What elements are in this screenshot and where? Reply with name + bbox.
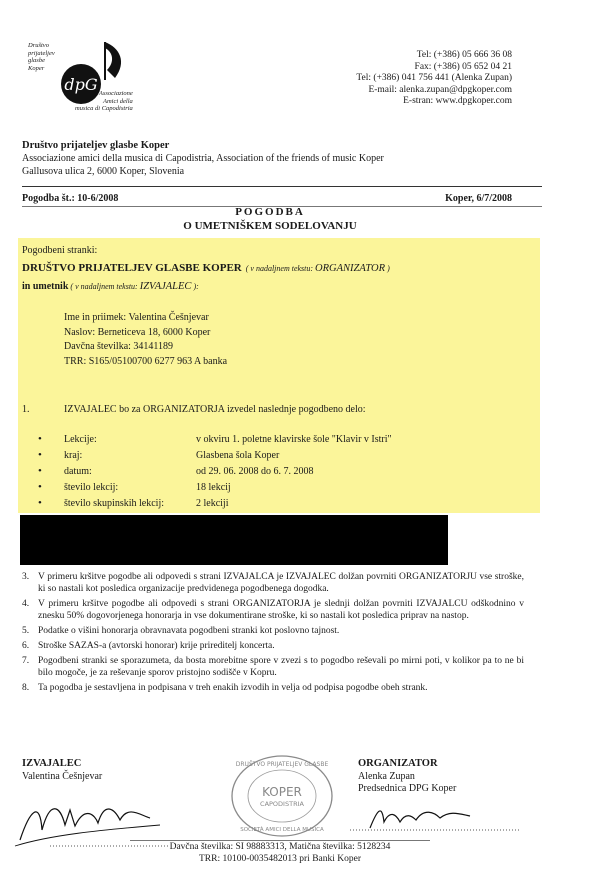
details-list [36,434,516,514]
footer-line2: TRR: 10100-0035482013 pri Banki Koper [198,854,361,864]
contact-web: E-stran: www.dpgkoper.com [403,96,512,107]
signature-left-name: Valentina Češnjevar [22,770,103,782]
contact-tel1: Tel: (+386) 05 666 36 08 [416,50,512,60]
details-label: Lekcije: [64,434,97,445]
artist-trr: TRR: S165/05100700 6277 963 A banka [64,355,228,367]
term-item: 8. Ta pogodba je sestavljena in podpisana v treh enakih izvodih in velja od podpisa pogodbe obeh strank. [22,682,428,693]
contact-block [356,50,512,108]
details-row [36,482,516,498]
clause-1-number: 1. [22,404,30,415]
details-value: od 29. 06. 2008 do 6. 7. 2008 [196,466,314,477]
signature-right-role: Predsednica DPG Koper [358,783,457,794]
parties-artist-line: in umetnik ( v nadaljnem tekstu: IZVAJALEC ): [22,281,199,292]
details-label: datum: [64,466,92,477]
term-item: 7. Pogodbeni stranki se sporazumeta, da bosta morebitne spore v zvezi s to pogodbo reševali po mirni poti, v kolikor pa to ne bi bilo mogoče, je za reševanje sporov pristojno sodišče v Kopru. [22,655,524,678]
details-row [36,434,516,450]
organization-names-other: Associazione amici della musica di Capodistria, Association of the friends of music Koper [22,153,384,164]
parties-intro: Pogodbeni stranki: [22,245,98,256]
bullet-icon: • [38,497,42,509]
contract-number: Pogodba št.: 10-6/2008 [22,193,119,204]
details-row [36,498,516,514]
bullet-icon: • [38,481,42,493]
term-item: 5. Podatke o višini honorarja obravnavata pogodbeni stranki kot poslovno tajnost. [22,626,340,636]
redaction-block [20,515,448,565]
parties-artist-role: IZVAJALEC [139,281,192,292]
artist-address: Naslov: Berneticeva 18, 6000 Koper [64,326,211,338]
bullet-icon: • [38,465,42,477]
parties-org-name: DRUŠTVO PRIJATELJEV GLASBE KOPER [22,262,242,274]
stamp-top-text: DRUŠTVO PRIJATELJEV GLASBE [235,761,329,768]
details-label: število lekcij: [64,482,119,493]
term-item: 4. V primeru kršitve pogodbe ali odpovedi s strani ORGANIZATORJA je slednji dolžan povrniti IZVAJALCU odškodnino v znesku 50% dogovorjenega honorarja in vse dokumentirane stroške, ki so nastali kot posledica priprav na nastop. [22,599,524,622]
contact-email: E-mail: alenka.zupan@dpgkoper.com [368,84,512,95]
terms-list [22,571,524,696]
logo-name-sl: Društvo prijateljev glasbe Koper [28,42,55,72]
logo-name-it: Associazione Amici della musica di Capodistria [75,90,133,112]
bullet-icon: • [38,433,42,445]
signature-left-scribble-icon [10,790,170,850]
contact-tel2: Tel: (+386) 041 756 441 (Alenka Zupan) [356,73,512,84]
logo-monogram: dpG [64,75,98,94]
stamp-bottom-text: SOCIETÀ AMICI DELLA MUSICA [240,827,324,833]
parties-organizer-line: DRUŠTVO PRIJATELJEV GLASBE KOPER ( v nadaljnem tekstu: ORGANIZATOR ) [22,262,390,274]
details-label: število skupinskih lekcij: [64,498,164,509]
signature-left [22,758,102,783]
artist-tax: Davčna številka: 34141189 [64,341,174,353]
parties-artist-prefix: in umetnik [22,281,69,292]
artist-name: Ime in priimek: Valentina Češnjevar [64,312,209,323]
signature-right-name: Alenka Zupan [358,770,415,782]
clause-1-text: IZVAJALEC bo za ORGANIZATORJA izvedel naslednje pogodbeno delo: [64,404,366,415]
footer-line1: Davčna številka: SI 98883313, Matična številka: 5128234 [169,842,391,852]
details-label: kraj: [64,450,83,461]
footer-divider [130,840,430,841]
stamp-center-text: KOPER [262,785,302,799]
details-row [36,450,516,466]
organization-block [22,139,384,178]
details-value: Glasbena šola Koper [196,450,280,461]
signature-right-scribble-icon [350,800,530,836]
bullet-icon: • [38,449,42,461]
signature-left-title: IZVAJALEC [22,758,82,769]
contract-title: POGODBA [235,206,305,218]
contact-fax: Fax: (+386) 05 652 04 21 [414,61,512,72]
organization-name: Društvo prijateljev glasbe Koper [22,140,170,151]
stamp-center-sub-text: CAPODISTRIA [260,800,304,808]
details-value: 18 lekcij [196,482,231,493]
artist-info [64,311,227,369]
stamp-seal-icon [228,752,336,840]
contract-subtitle: O UMETNIŠKEM SODELOVANJU [183,220,357,232]
details-value: 2 lekciji [196,498,229,509]
signature-right [358,758,456,796]
parties-org-role: ORGANIZATOR [315,263,386,274]
details-row [36,466,516,482]
term-item: 3. V primeru kršitve pogodbe ali odpovedi s strani IZVAJALCA je IZVAJALEC dolžan povrniti ORGANIZATORJU vse stroške, ki so nastali kot posledica organizacije predvidenega pogodbenega dogodka. [22,572,524,595]
header-divider [22,186,542,187]
organization-address: Gallusova ulica 2, 6000 Koper, Slovenia [22,166,185,177]
details-value: v okviru 1. poletne klavirske šole "Klavir v Istri" [196,434,392,445]
signature-right-title: ORGANIZATOR [358,758,438,769]
contract-place-date: Koper, 6/7/2008 [445,193,512,204]
logo [20,40,140,130]
term-item: 6. Stroške SAZAS-a (avtorski honorar) krije prireditelj koncerta. [22,640,275,651]
